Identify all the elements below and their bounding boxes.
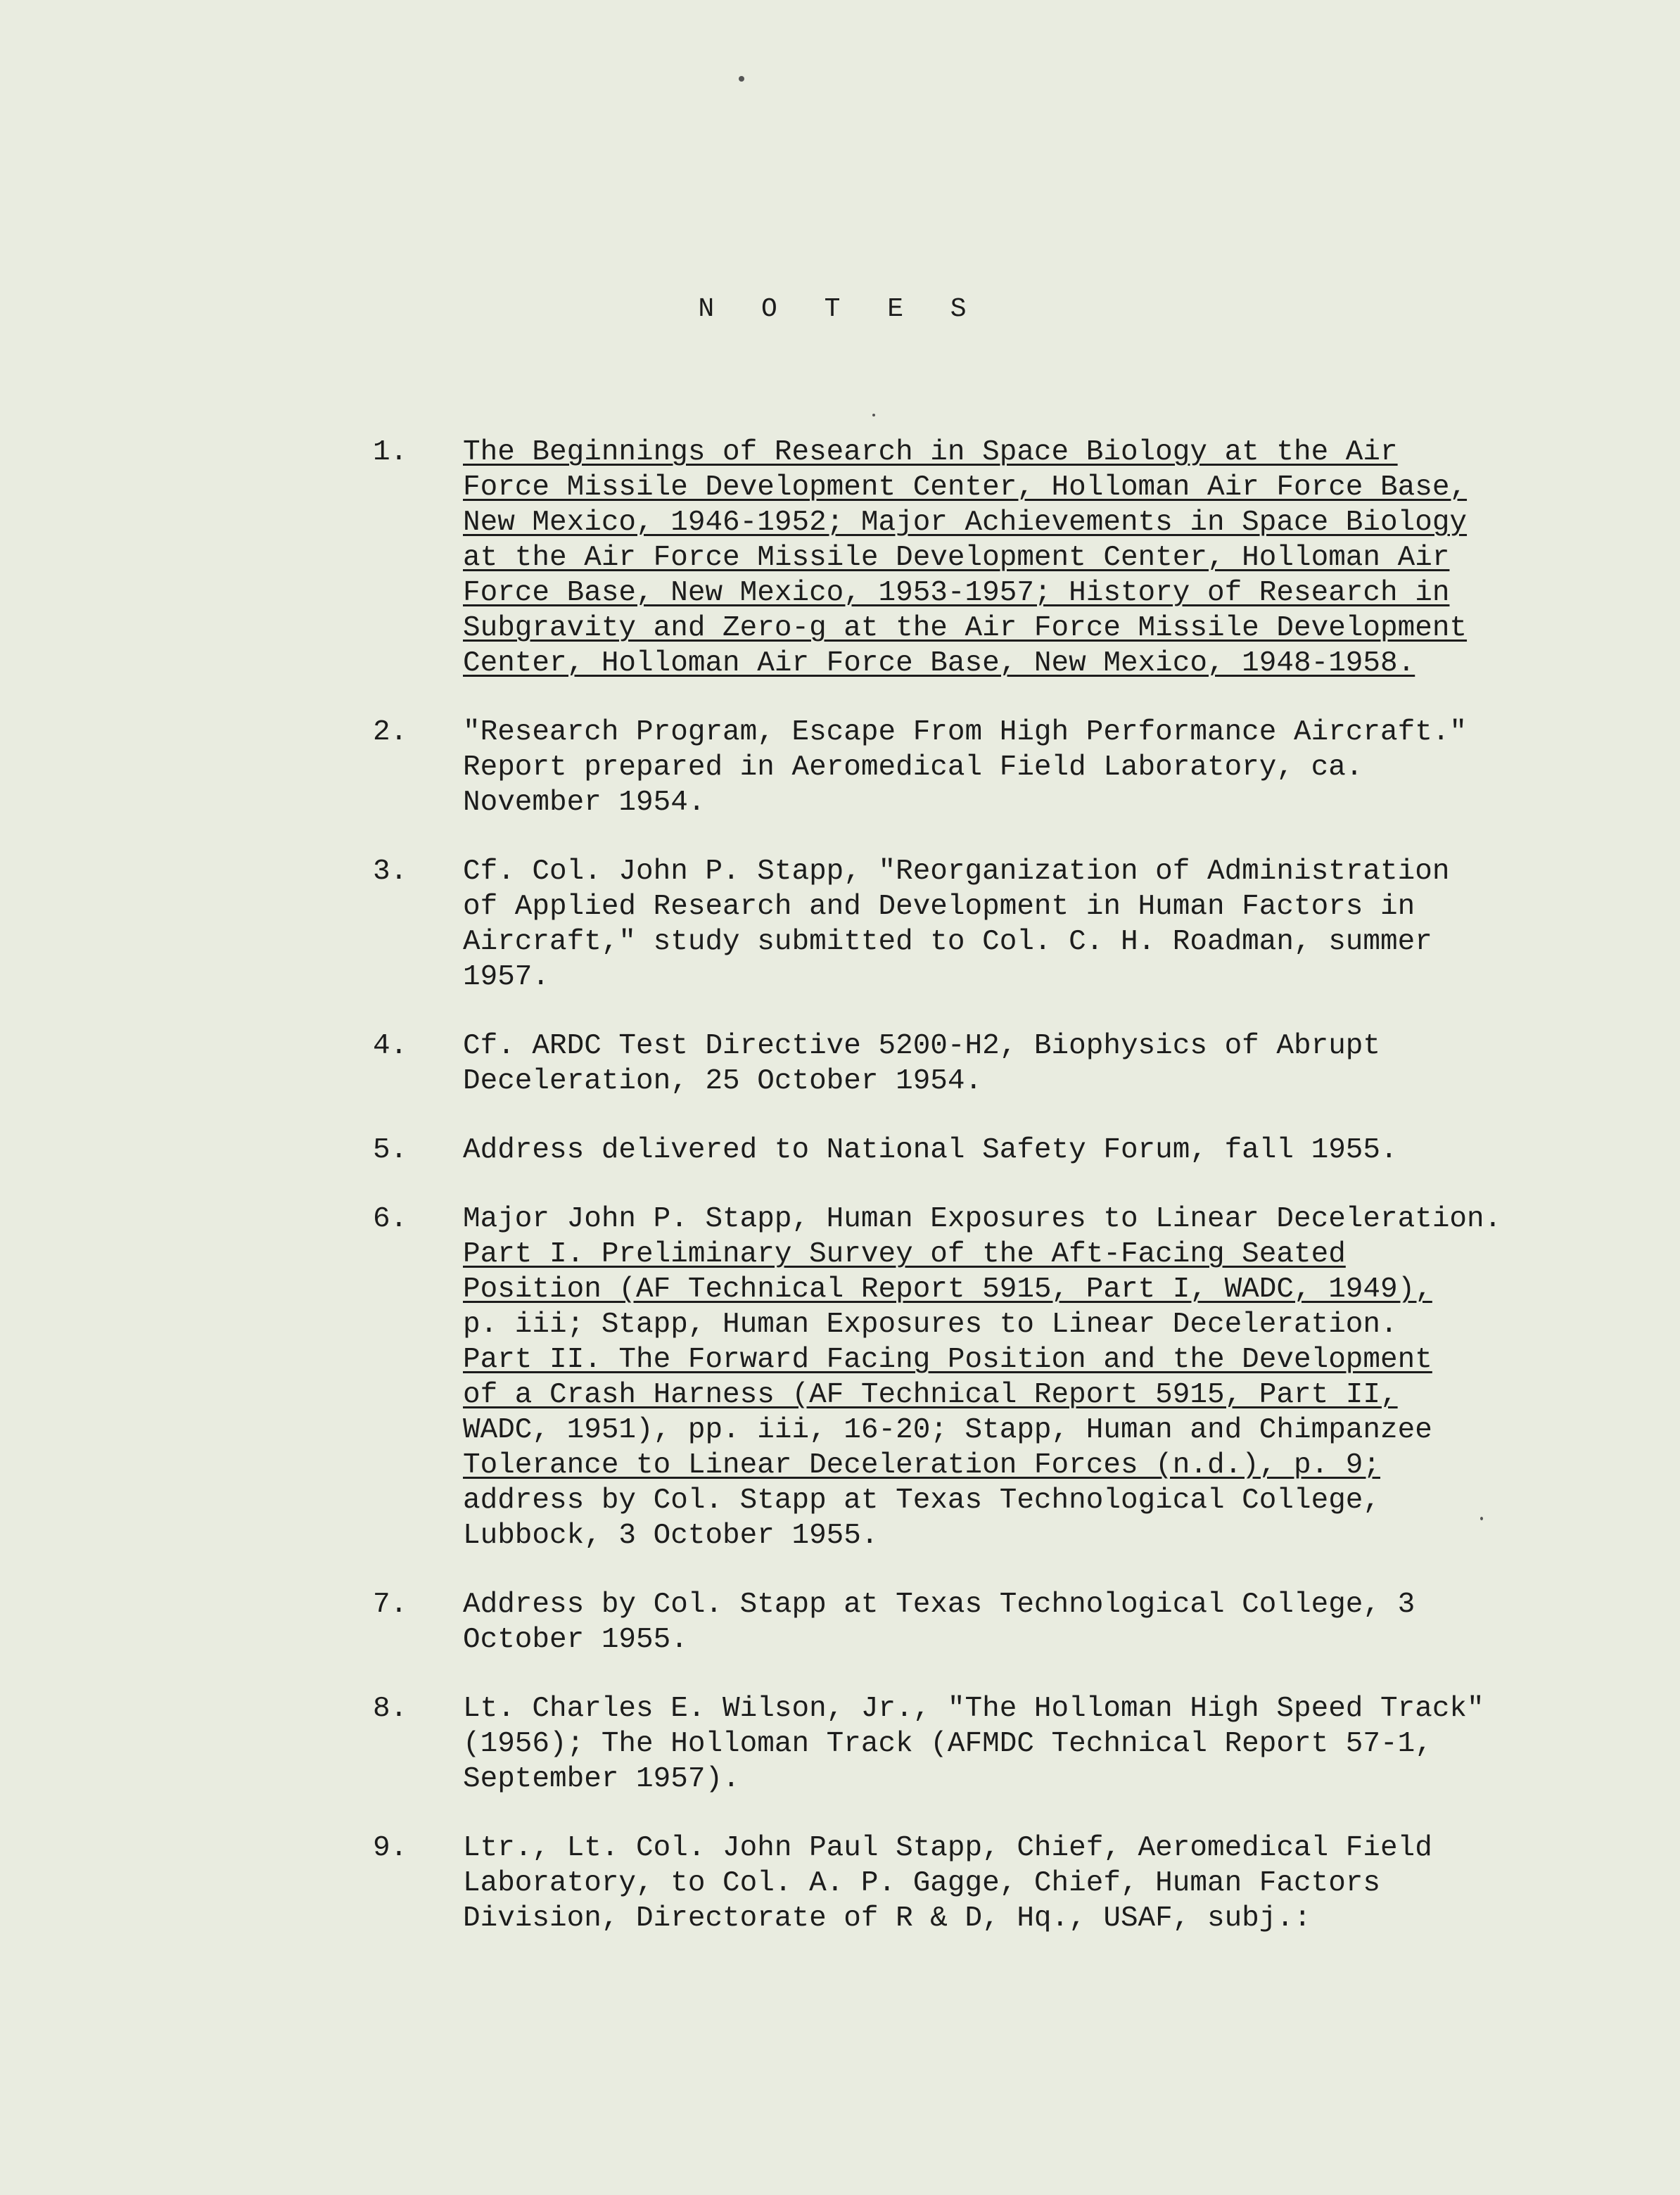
note-line: 1957. [463,961,550,993]
note-line: October 1955. [463,1624,688,1656]
paper-speck [872,414,875,416]
note-line: address by Col. Stapp at Texas Technological College, [463,1484,1381,1517]
note-line: at the Air Force Missile Development Center, Holloman Air [463,542,1450,574]
note-line: Lt. Charles E. Wilson, Jr., "The Holloman High Speed Track" [463,1693,1484,1725]
note-8 [373,1691,1527,1797]
note-line: Aircraft," study submitted to Col. C. H. Roadman, summer [463,926,1432,958]
note-line: Address delivered to National Safety Forum, fall 1955. [463,1134,1398,1166]
note-line: (1956); The Holloman Track (AFMDC Technical Report 57-1, [463,1728,1432,1760]
note-line: Force Missile Development Center, Holloman Air Force Base, [463,471,1468,504]
note-4 [373,1029,1527,1099]
note-6 [373,1202,1527,1553]
note-line: New Mexico, 1946-1952; Major Achievements in Space Biology [463,507,1468,539]
note-7 [373,1587,1527,1658]
note-line: Cf. Col. John P. Stapp, "Reorganization of Administration [463,855,1450,888]
note-number: 8. [373,1693,408,1725]
note-line: Lubbock, 3 October 1955. [463,1520,879,1552]
note-line: Part I. Preliminary Survey of the Aft-Facing Seated [463,1238,1346,1271]
note-number: 4. [373,1030,408,1062]
note-line: of Applied Research and Development in Human Factors in [463,891,1415,923]
note-line: Part II. The Forward Facing Position and the Development [463,1344,1432,1376]
note-number: 5. [373,1134,408,1166]
note-line: Subgravity and Zero-g at the Air Force Missile Development [463,612,1468,644]
paper-speck [739,76,744,82]
note-1 [373,435,1527,681]
note-line: Center, Holloman Air Force Base, New Mexico, 1948-1958. [463,647,1415,680]
note-line: Division, Directorate of R & D, Hq., USAF, subj.: [463,1902,1311,1935]
note-line: The Beginnings of Research in Space Biology at the Air [463,436,1398,469]
note-line: Address by Col. Stapp at Texas Technological College, 3 [463,1589,1415,1621]
note-line: November 1954. [463,787,706,819]
note-line: Position (AF Technical Report 5915, Part I, WADC, 1949), [463,1273,1432,1306]
note-line: Tolerance to Linear Deceleration Forces (n.d.), p. 9; [463,1449,1381,1482]
note-line: Major John P. Stapp, Human Exposures to Linear Deceleration. [463,1203,1502,1235]
note-9 [373,1831,1527,1936]
note-number: 3. [373,855,408,888]
notes-list [373,435,1527,1970]
note-number: 7. [373,1589,408,1621]
note-line: p. iii; Stapp, Human Exposures to Linear Deceleration. [463,1309,1398,1341]
note-line: Force Base, New Mexico, 1953-1957; History of Research in [463,577,1450,609]
note-number: 6. [373,1203,408,1235]
note-line: Ltr., Lt. Col. John Paul Stapp, Chief, Aeromedical Field [463,1832,1432,1864]
note-line: Report prepared in Aeromedical Field Laboratory, ca. [463,751,1363,784]
note-line: Cf. ARDC Test Directive 5200-H2, Biophysics of Abrupt [463,1030,1381,1062]
note-3 [373,854,1527,995]
note-number: 2. [373,716,408,749]
note-2 [373,715,1527,820]
note-line: Deceleration, 25 October 1954. [463,1065,983,1098]
note-line: September 1957). [463,1763,740,1795]
note-5 [373,1133,1527,1168]
note-number: 9. [373,1832,408,1864]
note-number: 1. [373,436,408,469]
note-line: Laboratory, to Col. A. P. Gagge, Chief, Human Factors [463,1867,1381,1900]
note-line: of a Crash Harness (AF Technical Report 5915, Part II, [463,1379,1398,1411]
page-title: N O T E S [698,294,982,324]
note-line: WADC, 1951), pp. iii, 16-20; Stapp, Human and Chimpanzee [463,1414,1432,1446]
note-line: "Research Program, Escape From High Performance Aircraft." [463,716,1468,749]
